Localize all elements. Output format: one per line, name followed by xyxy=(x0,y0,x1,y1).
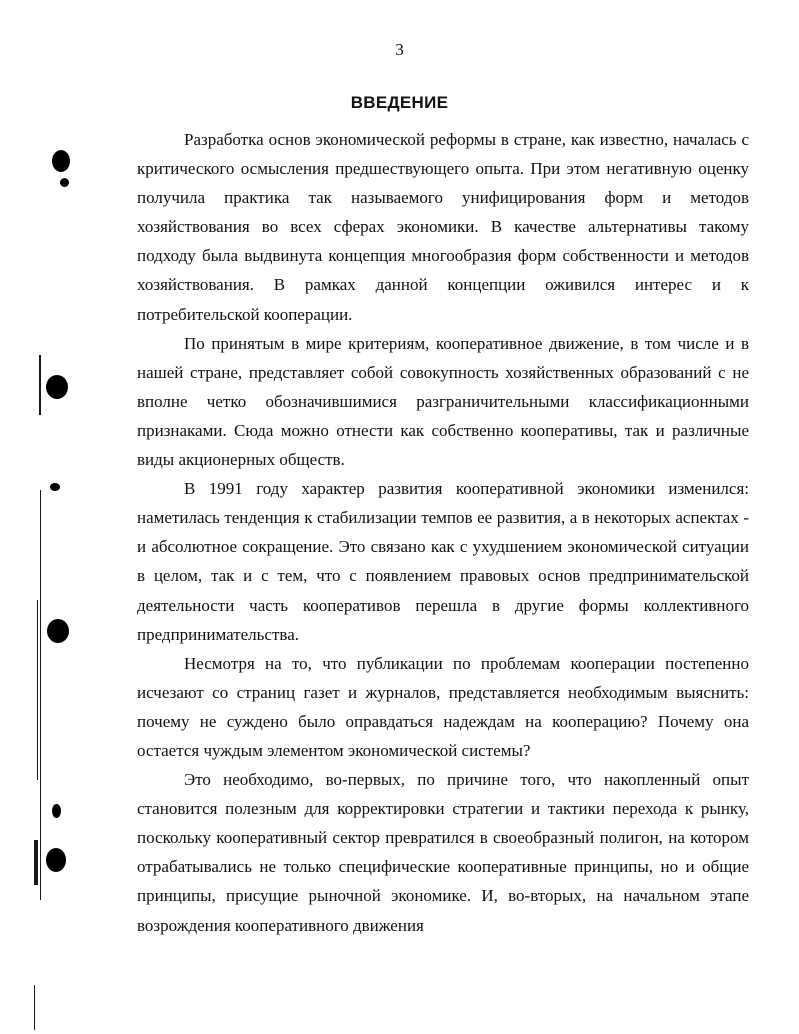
paragraph: В 1991 году характер развития кооперативной экономики изменился: наметилась тенденция к стабилизации темпов ее развития, а в некоторых аспектах - и абсолютное сокращение. Это связано как с ухудшением экономической ситуации в целом, так и с тем, что с появлением правовых основ предпринимательской деятельности часть кооперативов перешла в другие формы коллективного предпринимательства. xyxy=(137,479,749,644)
body-text xyxy=(137,125,749,940)
punch-hole-mark xyxy=(46,848,66,872)
page-number: 3 xyxy=(395,40,404,59)
punch-hole-mark xyxy=(60,178,69,187)
binding-edge-line xyxy=(34,840,38,885)
punch-hole-mark xyxy=(52,150,70,172)
punch-hole-mark xyxy=(46,375,68,399)
paragraph: По принятым в мире критериям, кооперативное движение, в том числе и в нашей стране, представляет собой совокупность хозяйственных образований с не вполне четко обозначившимися разграничительными классификационными признаками. Сюда можно отнести как собственно кооперативы, так и различные виды акционерных обществ. xyxy=(137,333,749,470)
punch-hole-mark xyxy=(52,804,61,818)
binding-edge-line xyxy=(39,355,41,415)
punch-hole-mark xyxy=(47,619,69,643)
paragraph: Это необходимо, во-первых, по причине того, что накопленный опыт становится полезным для корректировки стратегии и тактики перехода к рынку, поскольку кооперативный сектор превратился в своеобразный полигон, на котором отрабатывались не только специфические кооперативные принципы, но и общие принципы, присущие рыночной экономике. И, во-вторых, на начальном этапе возрождения кооперативного движения xyxy=(137,770,749,935)
punch-hole-mark xyxy=(50,483,60,491)
binding-edge-line xyxy=(40,490,41,900)
binding-edge-line xyxy=(37,600,38,780)
paragraph: Несмотря на то, что публикации по проблемам кооперации постепенно исчезают со страниц газет и журналов, представляется необходимым выяснить: почему не суждено было оправдаться надеждам на кооперацию? Почему она остается чуждым элементом экономической системы? xyxy=(137,653,749,760)
paragraph: Разработка основ экономической реформы в стране, как известно, началась с критического осмысления предшествующего опыта. При этом негативную оценку получила практика так называемого унифицирования форм и методов хозяйствования во всех сферах экономики. В качестве альтернативы такому подходу была выдвинута концепция многообразия форм собственности и методов хозяйствования. В рамках данной концепции оживился интерес и к потребительской кооперации. xyxy=(137,130,749,324)
section-heading: ВВЕДЕНИЕ xyxy=(350,93,449,112)
binding-edge-line xyxy=(34,985,35,1030)
